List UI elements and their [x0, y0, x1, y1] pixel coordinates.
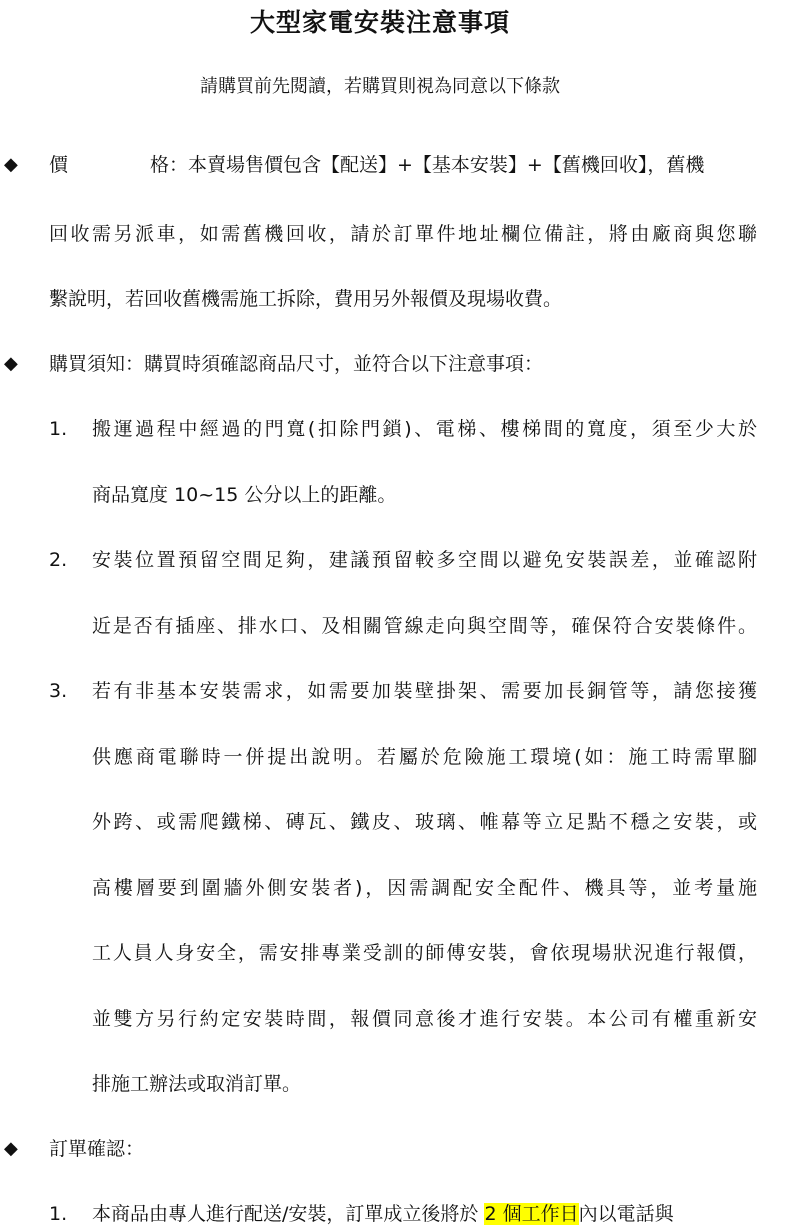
price-line-3: 繫說明，若回收舊機需施工拆除，費用另外報價及現場收費。 [49, 288, 563, 310]
list-item-3-line-1: 若有非基本安裝需求，如需要加裝壁掛架、需要加長銅管等，請您接獲 [92, 680, 757, 702]
list-item-3-line-6: 並雙方另行約定安裝時間，報價同意後才進行安裝。本公司有權重新安 [92, 1008, 757, 1030]
order-confirm-line: 訂單確認： [49, 1138, 145, 1160]
price-line-2: 回收需另派車，如需舊機回收，請於訂單件地址欄位備註，將由廠商與您聯 [49, 223, 757, 245]
list-item-3-line-2: 供應商電聯時一併提出說明。若屬於危險施工環境(如：施工時需單腳 [92, 746, 757, 768]
list-item-2-line-2: 近是否有插座、排水口、及相關管線走向與空間等，確保符合安裝條件。 [92, 615, 757, 637]
price-line-1 [49, 150, 757, 180]
document-title: 大型家電安裝注意事項 [249, 8, 510, 37]
list-item-1-line-2: 商品寬度 10~15 公分以上的距離。 [92, 484, 397, 506]
price-label: 價 格 [49, 154, 169, 176]
bullet-diamond-icon: ◆ [4, 353, 18, 374]
bullet-diamond-icon: ◆ [4, 154, 18, 175]
order-item-1-text-after: 內以電話與 [578, 1203, 674, 1225]
list-item-3-line-4: 高樓層要到圍牆外側安裝者)，因需調配安全配件、機具等，並考量施 [92, 877, 757, 899]
list-item-1-line-1: 搬運過程中經過的門寬(扣除門鎖)、電梯、樓梯間的寬度，須至少大於 [92, 418, 757, 440]
list-item-2-line-1: 安裝位置預留空間足夠，建議預留較多空間以避免安裝誤差，並確認附 [92, 549, 757, 571]
list-item-3-line-5: 工人員人身安全，需安排專業受訓的師傅安裝，會依現場狀況進行報價， [92, 942, 757, 964]
price-line-1-text: ：本賣場售價包含【配送】+【基本安裝】+【舊機回收】，舊機 [169, 154, 705, 176]
list-item-number: 2. [49, 549, 68, 571]
list-item-number: 1. [49, 418, 68, 440]
list-item-number: 3. [49, 680, 68, 702]
bullet-diamond-icon: ◆ [4, 1138, 18, 1159]
order-item-1-text-before: 本商品由專人進行配送/安裝，訂單成立後將於 [92, 1203, 485, 1225]
document-subtitle: 請購買前先閱讀，若購買則視為同意以下條款 [200, 76, 560, 97]
purchase-notice-line: 購買須知：購買時須確認商品尺寸，並符合以下注意事項： [49, 353, 544, 375]
highlighted-working-days: 2 個工作日 [484, 1203, 579, 1225]
list-item-3-line-3: 外跨、或需爬鐵梯、磚瓦、鐵皮、玻璃、帷幕等立足點不穩之安裝，或 [92, 811, 757, 833]
list-item-3-line-7: 排施工辦法或取消訂單。 [92, 1073, 302, 1095]
order-item-1-line-1 [92, 1199, 674, 1229]
list-item-number: 1. [49, 1203, 68, 1225]
